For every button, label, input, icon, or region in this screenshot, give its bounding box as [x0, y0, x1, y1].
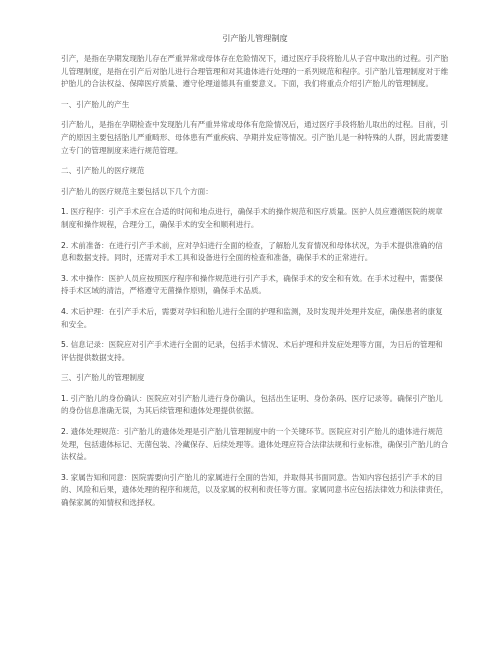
list-item — [61, 339, 449, 364]
section-paragraph: 引产胎儿，是指在孕期检查中发现胎儿有严重异常或母体有危险情况后，通过医疗手段将胎儿取出的过程。目前，引产的原因主要包括胎儿严重畸形、母体患有严重疾病、孕期并发症等情况。引产胎儿是一种特殊的人群，因此需要建立专门的管理制度来进行规范管理。 — [61, 120, 449, 155]
list-item-text: 遗体处理规范：引产胎儿的遗体处理是引产胎儿管理制度中的一个关键环节。医院应对引产胎儿的遗体进行规范处理，包括遗体标记、无菌包装、冷藏保存、后续处理等。遗体处理应符合法律法规和行业标准，确保引产胎儿的合法权益。 — [61, 427, 449, 462]
list-item — [61, 426, 449, 464]
list-item-number: 3. — [61, 472, 69, 482]
list-item-number: 1. — [61, 207, 69, 217]
list-item — [61, 472, 449, 510]
list-item — [61, 206, 449, 231]
list-item-text: 家属告知和同意：医院需要向引产胎儿的家属进行全面的告知，并取得其书面同意。告知内容包括引产手术的目的、风险和后果，遗体处理的程序和规范，以及家属的权利和责任等方面。家属同意书应包括法律效力和法律责任，确保家属的知情权和选择权。 — [61, 472, 449, 508]
list-item-text: 引产胎儿的身份确认：医院应对引产胎儿进行身份确认，包括出生证明、身份条码、医疗记录等。确保引产胎儿的身份信息准确无误，为其后续管理和遗体处理提供依据。 — [61, 393, 443, 416]
document-title: 引产胎儿管理制度 — [222, 33, 288, 43]
list-item-text: 术后护理：在引产手术后，需要对孕妇和胎儿进行全面的护理和监测，及时发现并处理并发症，确保患者的康复和安全。 — [61, 306, 443, 329]
section-paragraph: 引产胎儿的医疗规范主要包括以下几个方面： — [61, 186, 213, 196]
list-item-number: 2. — [61, 240, 69, 250]
section-heading: 二、引产胎儿的医疗规范 — [61, 166, 145, 176]
section-heading: 一、引产胎儿的产生 — [61, 99, 130, 109]
list-item-number: 5. — [61, 340, 69, 350]
list-item-text: 术中操作：医护人员应按照医疗程序和操作规范进行引产手术，确保手术的安全和有效。在手术过程中，需要保持手术区域的清洁，严格遵守无菌操作原则，确保手术品质。 — [61, 273, 443, 296]
list-item-number: 3. — [61, 273, 69, 283]
list-item — [61, 393, 449, 418]
list-item-text: 信息记录：医院应对引产手术进行全面的记录，包括手术情况、术后护理和并发症处理等方面，为日后的管理和评估提供数据支持。 — [61, 340, 443, 362]
list-item-number: 2. — [61, 427, 69, 437]
list-item-text: 术前准备：在进行引产手术前，应对孕妇进行全面的检查，了解胎儿发育情况和母体状况，为手术提供准确的信息和数据支持。同时，还需对手术工具和设备进行全面的检查和准备，确保手术的正常进行。 — [61, 240, 443, 263]
list-item — [61, 273, 449, 298]
list-item — [61, 306, 449, 331]
list-item-number: 1. — [61, 393, 69, 403]
section-heading: 三、引产胎儿的管理制度 — [61, 373, 145, 383]
list-item-text: 医疗程序：引产手术应在合适的时间和地点进行，确保手术的操作规范和医疗质量。医护人员应遵循医院的规章制度和操作规程，合理分工，确保手术的安全和顺利进行。 — [61, 207, 443, 229]
intro-paragraph: 引产，是指在孕期发现胎儿存在严重异常或母体存在危险情况下，通过医疗手段将胎儿从子宫中取出的过程。引产胎儿管理制度，是指在引产后对胎儿进行合理管理和对其遗体进行处理的一系列规范和程序。引产胎儿管理制度对于维护胎儿的合法权益、保障医疗质量、遵守伦理道德具有重要意义。下面，我们将重点介绍引产胎儿的管理制度。 — [61, 54, 449, 89]
list-item — [61, 240, 449, 265]
list-item-number: 4. — [61, 306, 69, 316]
